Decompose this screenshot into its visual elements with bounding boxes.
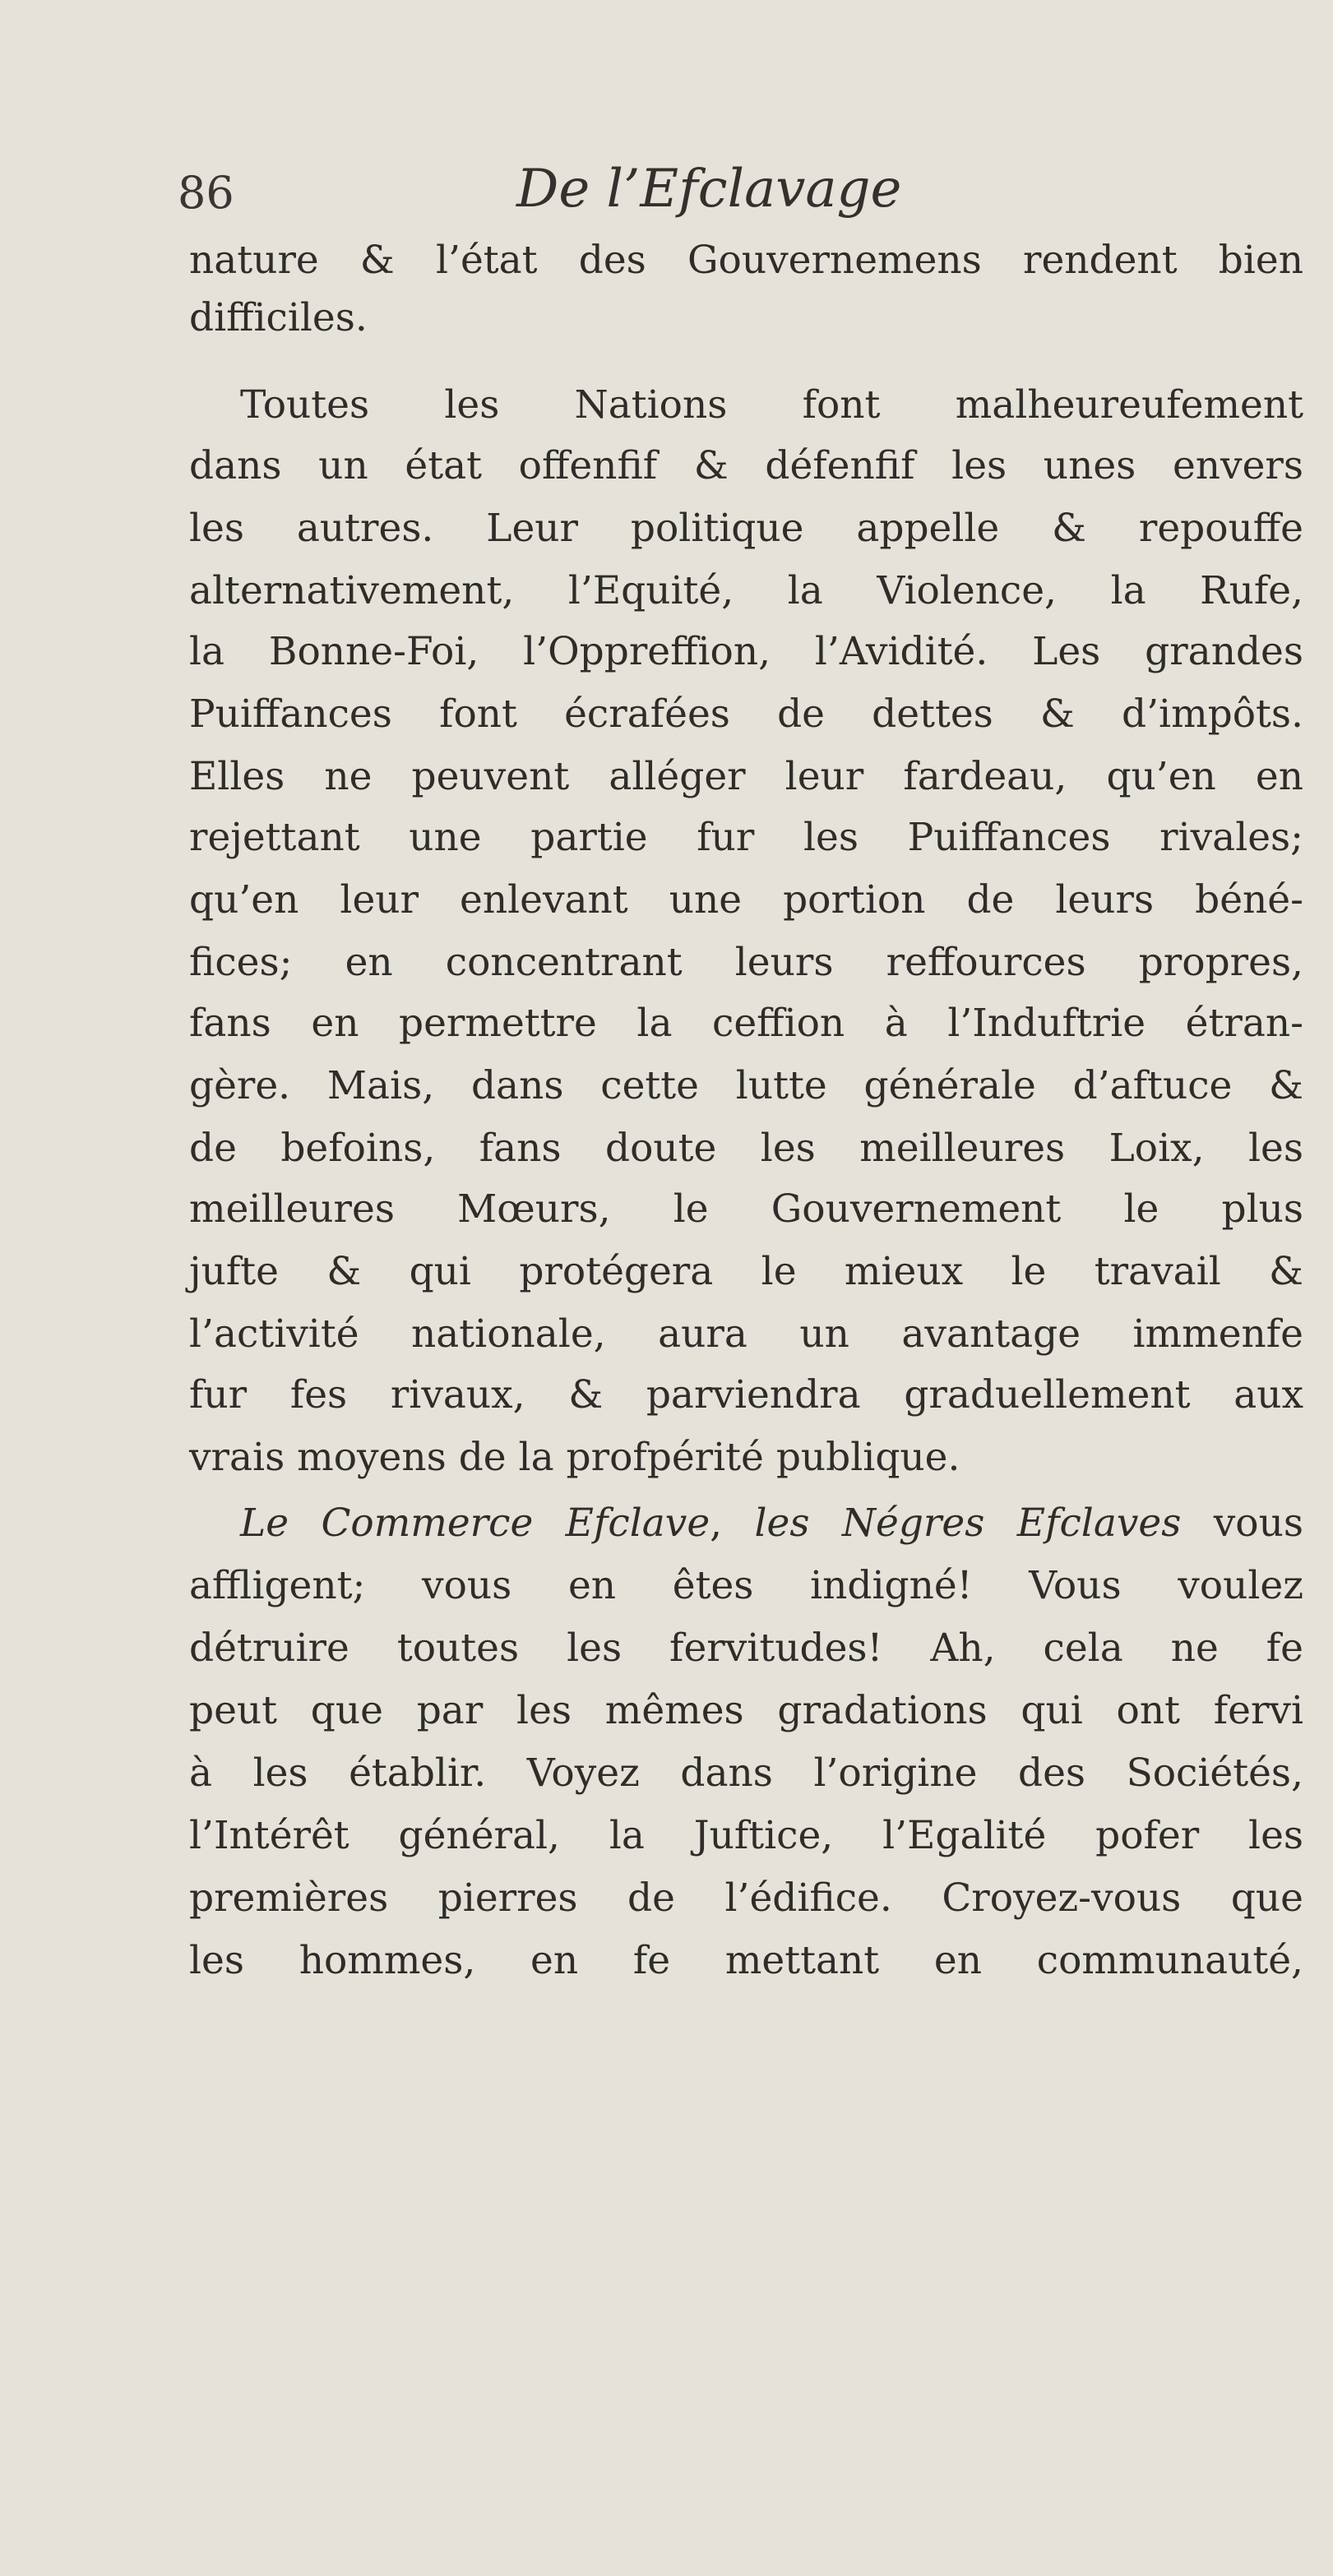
text-line: fices; en concentrant leurs reffources propres, (189, 940, 1303, 985)
page-number: 86 (178, 167, 234, 219)
text-line: rejettant une partie fur les Puiffances rivales; (189, 815, 1303, 860)
text-line: fans en permettre la ceffion à l’Induftrie étran- (189, 1001, 1303, 1046)
text-line: Elles ne peuvent alléger leur fardeau, qu’en en (189, 754, 1303, 799)
text-line: à les établir. Voyez dans l’origine des Sociétés, (189, 1750, 1303, 1796)
text-line: gère. Mais, dans cette lutte générale d’aftuce & (189, 1063, 1303, 1108)
text-line: premières pierres de l’édifice. Croyez-vous que (189, 1875, 1303, 1921)
italic-phrase: les Négres Efclaves (754, 1501, 1182, 1546)
text-line: l’activité nationale, aura un avantage immenfe (189, 1311, 1303, 1357)
text-line: jufte & qui protégera le mieux le travail & (189, 1249, 1303, 1294)
running-title: De l’Efclavage (516, 159, 902, 220)
paragraph-start-line (240, 1495, 1303, 1552)
italic-phrase: Le Commerce Efclave (240, 1501, 710, 1546)
text-line: de befoins, fans doute les meilleures Loix, les (189, 1126, 1303, 1171)
text-line: alternativement, l’Equité, la Violence, la Rufe, (189, 568, 1303, 613)
text-line: fur fes rivaux, & parviendra graduellement aux (189, 1372, 1303, 1417)
text-line: qu’en leur enlevant une portion de leurs béné- (189, 877, 1303, 923)
text-line: difficiles. (189, 295, 368, 340)
text-line: affligent; vous en êtes indigné! Vous voulez (189, 1563, 1303, 1608)
text-line: nature & l’état des Gouvernemens rendent bien (189, 238, 1303, 283)
text-line: les hommes, en fe mettant en communauté, (189, 1938, 1303, 1983)
text-span: vous (1181, 1501, 1303, 1546)
punctuation: , (710, 1501, 755, 1546)
text-line: l’Intérêt général, la Juftice, l’Egalité pofer les (189, 1813, 1303, 1858)
text-line: détruire toutes les fervitudes! Ah, cela ne fe (189, 1626, 1303, 1671)
paragraph-start-line: Toutes les Nations font malheureufement (240, 382, 1303, 428)
text-line: peut que par les mêmes gradations qui ont fervi (189, 1688, 1303, 1733)
text-line: Puiffances font écrafées de dettes & d’impôts. (189, 691, 1303, 737)
text-line: vrais moyens de la profpérité publique. (189, 1435, 960, 1480)
text-line: la Bonne-Foi, l’Oppreffion, l’Avidité. Les grandes (189, 629, 1303, 674)
text-line: les autres. Leur politique appelle & repouffe (189, 506, 1303, 551)
text-line: meilleures Mœurs, le Gouvernement le plus (189, 1186, 1303, 1232)
text-line: dans un état offenfif & défenfif les unes envers (189, 443, 1303, 488)
